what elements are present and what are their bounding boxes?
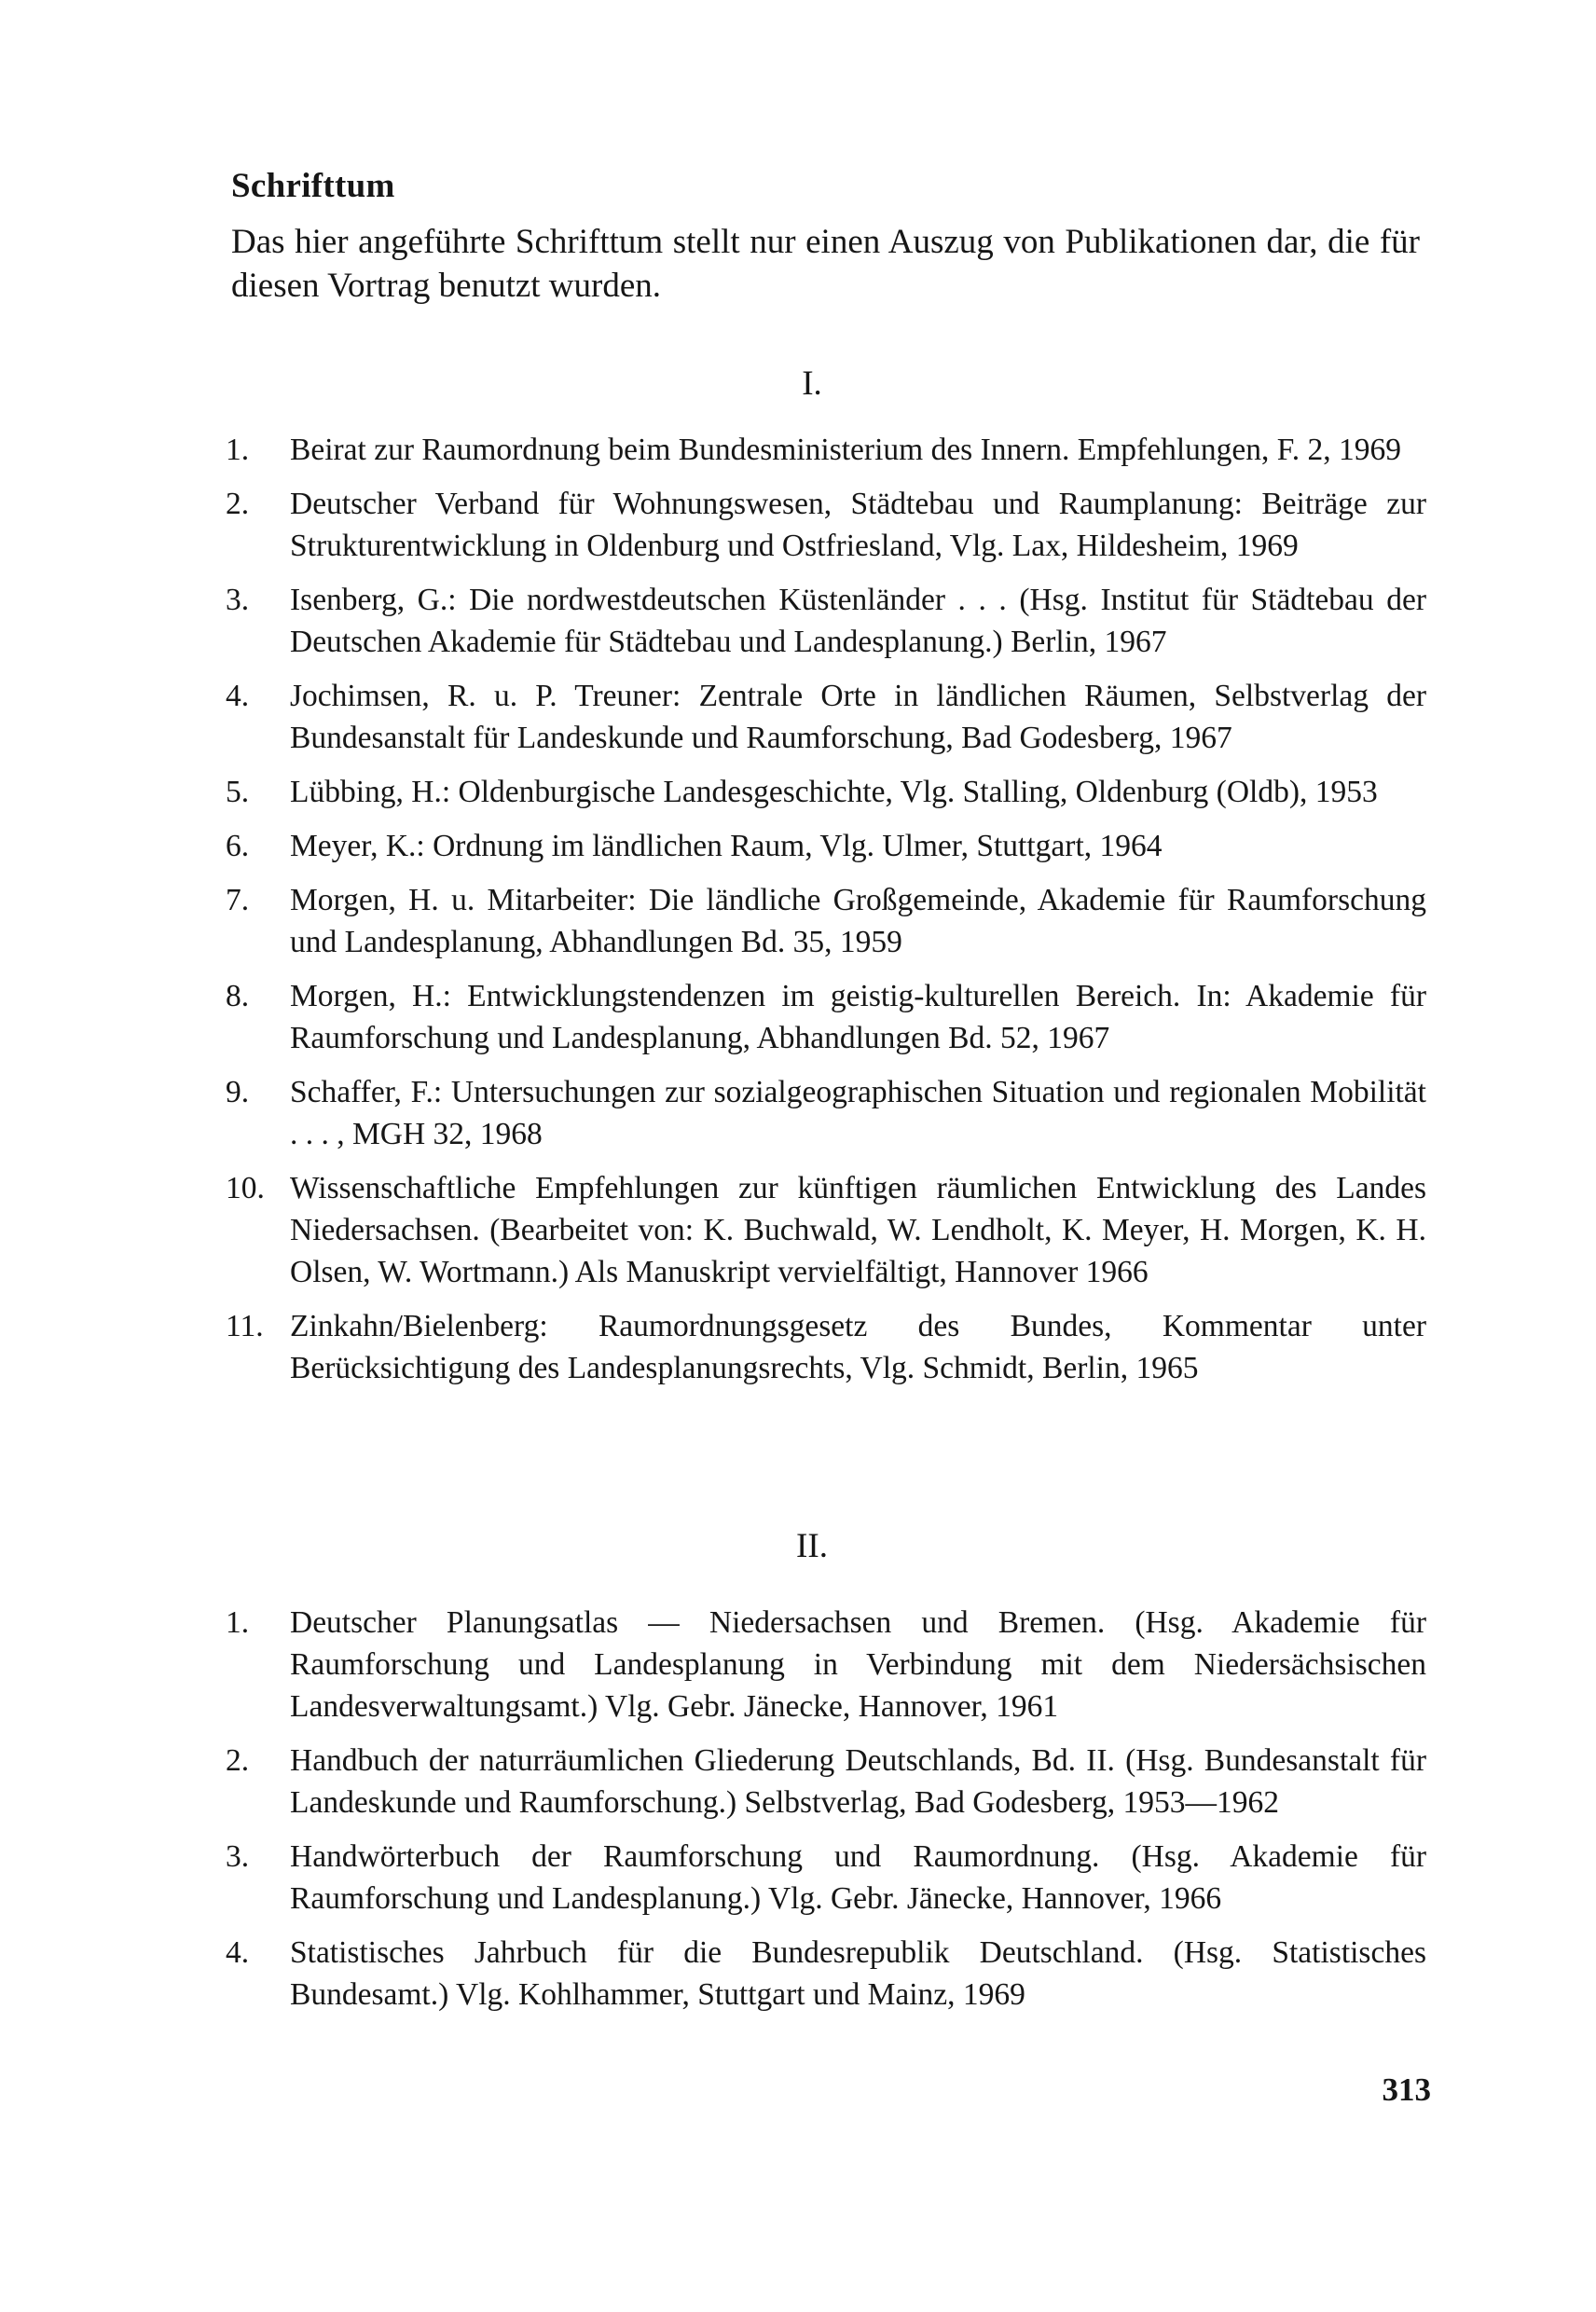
section-label-1: I. (802, 365, 822, 403)
reference-list-2 (226, 1602, 1426, 2028)
reference-text: Lübbing, H.: Oldenburgische Landesgeschichte, Vlg. Stalling, Oldenburg (Oldb), 1953 (290, 775, 1378, 809)
reference-text: Schaffer, F.: Untersuchungen zur sozialgeographischen Situation und regionalen Mobilität . . . , MGH 32, 1968 (290, 1075, 1426, 1151)
reference-item (226, 579, 1426, 663)
reference-number: 9. (226, 1075, 250, 1109)
reference-number: 2. (226, 487, 250, 521)
reference-number: 5. (226, 775, 250, 809)
reference-item (226, 1305, 1426, 1389)
reference-item (226, 975, 1426, 1059)
intro-paragraph: Das hier angeführte Schrifttum stellt nur einen Auszug von Publikationen dar, die für diesen Vortrag benutzt wurden. (231, 223, 1420, 305)
reference-list-1 (226, 429, 1426, 1401)
reference-number: 7. (226, 883, 250, 917)
reference-text: Zinkahn/Bielenberg: Raumordnungsgesetz des Bundes, Kommentar unter Berücksichtigung des Landesplanungsrechts, Vlg. Schmidt, Berlin, 1965 (290, 1309, 1426, 1385)
reference-text: Wissenschaftliche Empfehlungen zur künftigen räumlichen Entwicklung des Landes Niedersachsen. (Bearbeitet von: K. Buchwald, W. Lendholt, K. Meyer, H. Morgen, K. H. Olsen, W. Wortmann.) Als Manuskript vervielfältigt, Hannover 1966 (290, 1171, 1426, 1289)
section-label-2: II. (796, 1527, 828, 1565)
reference-number: 3. (226, 583, 250, 617)
reference-text: Beirat zur Raumordnung beim Bundesministerium des Innern. Empfehlungen, F. 2, 1969 (290, 433, 1401, 467)
reference-text: Meyer, K.: Ordnung im ländlichen Raum, Vlg. Ulmer, Stuttgart, 1964 (290, 829, 1163, 863)
reference-number: 4. (226, 679, 250, 713)
reference-item (226, 429, 1426, 471)
reference-item (226, 1071, 1426, 1155)
reference-number: 1. (226, 433, 250, 467)
reference-item (226, 825, 1426, 867)
reference-number: 8. (226, 979, 250, 1013)
reference-text: Morgen, H. u. Mitarbeiter: Die ländliche Großgemeinde, Akademie für Raumforschung und Landesplanung, Abhandlungen Bd. 35, 1959 (290, 883, 1426, 959)
reference-text: Deutscher Verband für Wohnungswesen, Städtebau und Raumplanung: Beiträge zur Strukturentwicklung in Oldenburg und Ostfriesland, Vlg. Lax, Hildesheim, 1969 (290, 487, 1426, 563)
reference-item (226, 483, 1426, 567)
reference-item (226, 675, 1426, 759)
reference-item (226, 1740, 1426, 1823)
reference-item (226, 1932, 1426, 2016)
reference-item (226, 1602, 1426, 1727)
page-number: 313 (1382, 2071, 1431, 2108)
reference-text: Handbuch der naturräumlichen Gliederung Deutschlands, Bd. II. (Hsg. Bundesanstalt für Landeskunde und Raumforschung.) Selbstverlag, Bad Godesberg, 1953—1962 (290, 1743, 1426, 1820)
reference-number: 2. (226, 1743, 250, 1778)
reference-text: Jochimsen, R. u. P. Treuner: Zentrale Orte in ländlichen Räumen, Selbstverlag der Bundesanstalt für Landeskunde und Raumforschung, Bad Godesberg, 1967 (290, 679, 1426, 755)
reference-text: Morgen, H.: Entwicklungstendenzen im geistig-kulturellen Bereich. In: Akademie für Raumforschung und Landesplanung, Abhandlungen Bd. 52, 1967 (290, 979, 1426, 1055)
reference-number: 11. (226, 1309, 264, 1343)
reference-number: 6. (226, 829, 250, 863)
section-heading: Schrifttum (231, 167, 395, 205)
reference-item (226, 1836, 1426, 1920)
reference-item (226, 879, 1426, 963)
reference-text: Handwörterbuch der Raumforschung und Raumordnung. (Hsg. Akademie für Raumforschung und Landesplanung.) Vlg. Gebr. Jänecke, Hannover, 1966 (290, 1839, 1426, 1916)
reference-item (226, 1167, 1426, 1293)
reference-text: Statistisches Jahrbuch für die Bundesrepublik Deutschland. (Hsg. Statistisches Bundesamt.) Vlg. Kohlhammer, Stuttgart und Mainz, 1969 (290, 1935, 1426, 2012)
reference-item (226, 771, 1426, 813)
reference-number: 1. (226, 1605, 250, 1640)
reference-number: 10. (226, 1171, 265, 1205)
reference-number: 4. (226, 1935, 250, 1970)
reference-number: 3. (226, 1839, 250, 1874)
reference-text: Deutscher Planungsatlas — Niedersachsen und Bremen. (Hsg. Akademie für Raumforschung und Landesplanung in Verbindung mit dem Niedersächsischen Landesverwaltungsamt.) Vlg. Gebr. Jänecke, Hannover, 1961 (290, 1605, 1426, 1724)
reference-text: Isenberg, G.: Die nordwestdeutschen Küstenländer . . . (Hsg. Institut für Städtebau der Deutschen Akademie für Städtebau und Landesplanung.) Berlin, 1967 (290, 583, 1426, 659)
